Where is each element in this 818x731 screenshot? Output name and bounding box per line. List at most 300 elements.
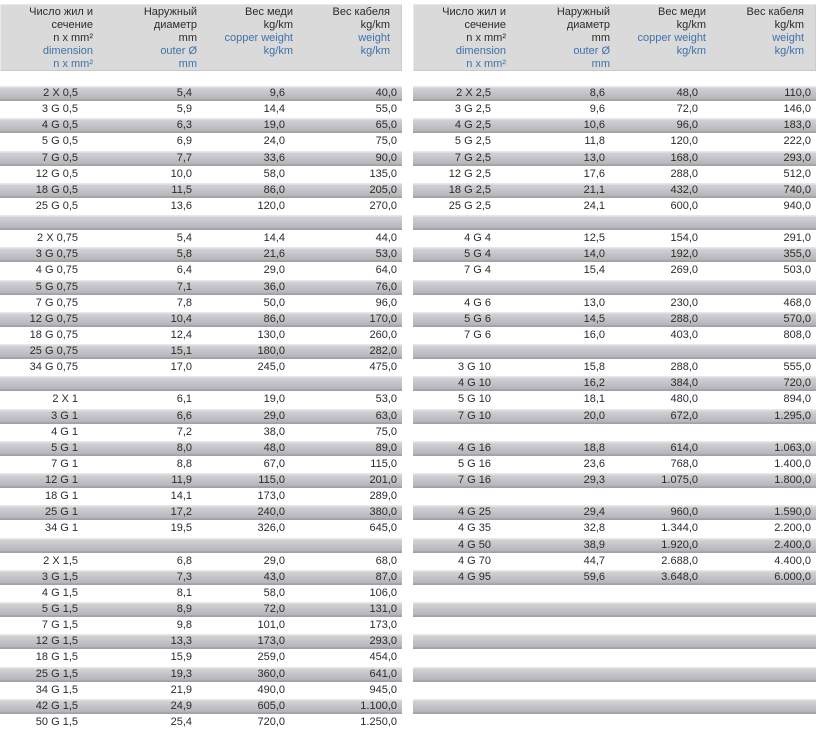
dimension-cell: 18 G 2,5 <box>448 183 491 196</box>
outer-diameter-cell: 6,4 <box>176 264 192 277</box>
outer-diameter-cell: 9,6 <box>589 103 605 116</box>
dimension-cell: 5 G 10 <box>457 393 491 406</box>
table-row <box>0 457 402 473</box>
table-row <box>413 328 816 344</box>
cable-weight-cell: 282,0 <box>369 345 397 357</box>
table-row <box>0 280 402 296</box>
copper-weight-cell: 19,0 <box>263 393 285 406</box>
header-line: dimension <box>42 45 93 58</box>
cable-weight-cell: 570,0 <box>783 312 811 325</box>
outer-diameter-cell: 14,1 <box>170 490 192 503</box>
dimension-cell: 4 G 0,5 <box>41 119 78 132</box>
copper-weight-cell: 120,0 <box>670 135 698 148</box>
table-row <box>413 231 816 247</box>
dimension-cell: 12 G 1,5 <box>35 635 78 648</box>
dimension-cell: 4 G 4 <box>464 232 491 245</box>
copper-weight-cell: 96,0 <box>676 119 698 132</box>
dimension-cell: 7 G 2,5 <box>454 151 491 164</box>
table-row <box>413 102 816 118</box>
header-line: mm <box>178 32 197 45</box>
dimension-cell: 34 G 1,5 <box>35 683 78 696</box>
table-row <box>413 392 816 408</box>
outer-diameter-cell: 13,0 <box>583 151 605 164</box>
cable-weight-cell: 293,0 <box>369 635 397 648</box>
table-row <box>0 634 402 650</box>
cable-weight-cell: 1.250,0 <box>360 715 397 728</box>
outer-diameter-cell: 19,5 <box>170 522 192 535</box>
header-line: n x mm² <box>53 32 93 45</box>
outer-diameter-cell: 59,6 <box>583 570 605 583</box>
outer-diameter-cell: 10,6 <box>583 119 605 132</box>
header-line: weight <box>358 32 390 45</box>
cable-weight-cell: 555,0 <box>783 361 811 374</box>
dimension-cell: 2 X 2,5 <box>456 87 491 99</box>
dimension-cell: 7 G 0,75 <box>35 296 78 309</box>
table-row <box>413 376 816 392</box>
copper-weight-cell: 120,0 <box>257 199 285 212</box>
dimension-cell: 7 G 6 <box>464 328 491 341</box>
cable-weight-cell: 87,0 <box>375 570 397 583</box>
copper-weight-cell: 384,0 <box>670 377 698 390</box>
table-row <box>413 134 816 150</box>
cable-weight-cell: 894,0 <box>783 393 811 406</box>
outer-diameter-cell: 18,1 <box>583 393 605 406</box>
copper-weight-cell: 192,0 <box>670 248 698 261</box>
outer-diameter-cell: 7,2 <box>176 425 192 438</box>
cable-weight-cell: 1.100,0 <box>360 699 397 712</box>
copper-weight-cell: 48,0 <box>676 87 698 99</box>
copper-weight-cell: 36,0 <box>263 280 285 293</box>
table-row <box>0 715 402 731</box>
dimension-cell: 4 G 1 <box>51 425 78 438</box>
outer-diameter-cell: 29,3 <box>583 474 605 486</box>
outer-diameter-cell: 29,4 <box>583 506 605 519</box>
table-body <box>0 86 402 731</box>
outer-diameter-cell: 9,8 <box>176 619 192 632</box>
outer-diameter-cell: 8,0 <box>176 441 192 454</box>
table-row <box>0 699 402 715</box>
header-line: Вес кабеля <box>746 6 804 18</box>
cable-weight-cell: 75,0 <box>375 135 397 148</box>
header-line: Число жил и <box>29 6 93 18</box>
copper-weight-cell: 86,0 <box>263 312 285 325</box>
header-line: Число жил и <box>442 6 506 18</box>
cable-weight-cell: 63,0 <box>375 409 397 422</box>
header-col-outer-diameter <box>513 4 613 71</box>
outer-diameter-cell: 17,0 <box>170 361 192 374</box>
dimension-cell: 3 G 0,5 <box>41 103 78 116</box>
header-col-cable-weight <box>708 4 816 71</box>
cable-weight-cell: 65,0 <box>375 119 397 132</box>
outer-diameter-cell: 5,4 <box>176 87 192 99</box>
outer-diameter-cell: 15,8 <box>583 361 605 374</box>
cable-weight-cell: 740,0 <box>783 183 811 196</box>
dimension-cell: 25 G 2,5 <box>448 199 491 212</box>
cable-weight-cell: 96,0 <box>375 296 397 309</box>
copper-weight-cell: 173,0 <box>257 490 285 503</box>
spacer-row <box>413 699 816 715</box>
dimension-cell: 5 G 2,5 <box>454 135 491 148</box>
dimension-cell: 4 G 50 <box>457 538 491 551</box>
table-row <box>0 392 402 408</box>
cable-weight-cell: 293,0 <box>783 151 811 164</box>
table-row <box>0 102 402 118</box>
table-row <box>413 473 816 489</box>
table-row <box>413 570 816 586</box>
table-row <box>0 409 402 425</box>
table-row <box>413 538 816 554</box>
dimension-cell: 5 G 0,75 <box>35 280 78 293</box>
dimension-cell: 7 G 1 <box>51 457 78 470</box>
copper-weight-cell: 9,6 <box>269 87 285 99</box>
cable-weight-cell: 110,0 <box>784 87 811 99</box>
cable-weight-cell: 40,0 <box>375 87 397 99</box>
copper-weight-cell: 288,0 <box>670 167 698 180</box>
table-row <box>413 441 816 457</box>
copper-weight-cell: 130,0 <box>257 328 285 341</box>
outer-diameter-cell: 24,1 <box>583 199 605 212</box>
dimension-cell: 7 G 1,5 <box>41 619 78 632</box>
copper-weight-cell: 86,0 <box>263 183 285 196</box>
header-line: Вес кабеля <box>332 6 390 18</box>
cable-table-right <box>413 4 816 731</box>
dimension-cell: 7 G 4 <box>464 264 491 277</box>
copper-weight-cell: 432,0 <box>670 183 698 196</box>
table-row <box>0 667 402 683</box>
copper-weight-cell: 269,0 <box>670 264 698 277</box>
cable-weight-cell: 945,0 <box>369 683 397 696</box>
dimension-cell: 25 G 1 <box>44 506 78 519</box>
header-line: outer Ø <box>573 45 610 58</box>
outer-diameter-cell: 10,0 <box>170 167 192 180</box>
header-line: сечение <box>464 19 506 32</box>
table-row <box>413 312 816 328</box>
header-col-outer-diameter <box>100 4 200 71</box>
spacer-row <box>0 376 402 392</box>
copper-weight-cell: 72,0 <box>263 603 285 615</box>
cable-weight-cell: 1.590,0 <box>774 506 811 519</box>
dimension-cell: 2 X 1 <box>52 393 78 406</box>
header-line: weight <box>772 32 804 45</box>
outer-diameter-cell: 44,7 <box>583 554 605 567</box>
copper-weight-cell: 490,0 <box>257 683 285 696</box>
copper-weight-cell: 1.075,0 <box>661 474 698 486</box>
copper-weight-cell: 259,0 <box>257 651 285 664</box>
copper-weight-cell: 960,0 <box>670 506 698 519</box>
cable-weight-cell: 720,0 <box>783 377 811 390</box>
cable-weight-cell: 468,0 <box>783 296 811 309</box>
header-line: kg/km <box>263 45 293 58</box>
copper-weight-cell: 19,0 <box>263 119 285 132</box>
outer-diameter-cell: 17,6 <box>583 167 605 180</box>
copper-weight-cell: 1.344,0 <box>661 522 698 535</box>
cable-weight-cell: 53,0 <box>375 393 397 406</box>
outer-diameter-cell: 6,1 <box>176 393 192 406</box>
header-line: Вес меди <box>244 6 293 18</box>
dimension-cell: 5 G 1 <box>51 441 78 454</box>
table-row <box>0 312 402 328</box>
copper-weight-cell: 614,0 <box>670 441 698 454</box>
cable-weight-cell: 68,0 <box>375 554 397 567</box>
outer-diameter-cell: 12,5 <box>583 232 605 245</box>
copper-weight-cell: 24,0 <box>263 135 285 148</box>
outer-diameter-cell: 15,4 <box>583 264 605 277</box>
cable-weight-cell: 201,0 <box>369 474 397 486</box>
copper-weight-cell: 14,4 <box>263 103 285 116</box>
copper-weight-cell: 168,0 <box>670 151 698 164</box>
header-line: mm <box>591 58 610 71</box>
cable-table-left <box>0 4 402 731</box>
copper-weight-cell: 48,0 <box>263 441 285 454</box>
copper-weight-cell: 29,0 <box>263 264 285 277</box>
table-row <box>413 263 816 279</box>
dimension-cell: 4 G 35 <box>457 522 491 535</box>
dimension-cell: 7 G 10 <box>457 409 491 422</box>
cable-weight-cell: 808,0 <box>783 328 811 341</box>
header-col-copper-weight <box>200 4 295 71</box>
cable-weight-cell: 270,0 <box>369 199 397 212</box>
dimension-cell: 4 G 1,5 <box>41 586 78 599</box>
dimension-cell: 5 G 1,5 <box>41 603 78 615</box>
cable-weight-cell: 1.800,0 <box>774 474 811 486</box>
header-line: mm <box>591 32 610 45</box>
copper-weight-cell: 115,0 <box>258 474 285 486</box>
spacer-row <box>0 538 402 554</box>
outer-diameter-cell: 25,4 <box>170 715 192 728</box>
cable-weight-cell: 44,0 <box>375 232 397 245</box>
header-line: kg/km <box>774 45 804 58</box>
cable-weight-cell: 131,0 <box>369 603 397 615</box>
header-col-dimension <box>413 4 513 71</box>
cable-weight-cell: 90,0 <box>375 151 397 164</box>
cable-weight-cell: 1.400,0 <box>774 457 811 470</box>
header-line: mm <box>178 58 197 71</box>
copper-weight-cell: 29,0 <box>263 409 285 422</box>
dimension-cell: 12 G 0,75 <box>29 312 78 325</box>
copper-weight-cell: 326,0 <box>257 522 285 535</box>
cable-weight-cell: 146,0 <box>783 103 811 116</box>
spacer-row <box>413 618 816 634</box>
header-line: copper weight <box>224 32 293 45</box>
dimension-cell: 5 G 16 <box>457 457 491 470</box>
copper-weight-cell: 21,6 <box>263 248 285 261</box>
outer-diameter-cell: 13,6 <box>170 199 192 212</box>
spacer-row <box>0 215 402 231</box>
spacer-row <box>413 344 816 360</box>
copper-weight-cell: 29,0 <box>263 554 285 567</box>
cable-weight-cell: 512,0 <box>783 167 811 180</box>
spacer-row <box>413 634 816 650</box>
table-row <box>0 586 402 602</box>
cable-weight-cell: 355,0 <box>783 248 811 261</box>
outer-diameter-cell: 5,8 <box>176 248 192 261</box>
cable-weight-cell: 64,0 <box>375 264 397 277</box>
copper-weight-cell: 480,0 <box>670 393 698 406</box>
table-row <box>413 247 816 263</box>
header-line: kg/km <box>360 45 390 58</box>
dimension-cell: 4 G 25 <box>457 506 491 519</box>
dimension-cell: 5 G 4 <box>464 248 491 261</box>
dimension-cell: 18 G 0,5 <box>35 183 78 196</box>
table-row <box>413 409 816 425</box>
dimension-cell: 34 G 0,75 <box>29 361 78 374</box>
copper-weight-cell: 72,0 <box>676 103 698 116</box>
copper-weight-cell: 605,0 <box>257 699 285 712</box>
cable-weight-cell: 75,0 <box>375 425 397 438</box>
table-row <box>0 425 402 441</box>
table-row <box>413 505 816 521</box>
table-row <box>0 473 402 489</box>
copper-weight-cell: 50,0 <box>263 296 285 309</box>
table-row <box>0 231 402 247</box>
copper-weight-cell: 43,0 <box>263 570 285 583</box>
copper-weight-cell: 180,0 <box>257 345 285 357</box>
cable-weight-cell: 641,0 <box>369 667 397 680</box>
cable-weight-cell: 205,0 <box>369 183 397 196</box>
cable-weight-cell: 55,0 <box>375 103 397 116</box>
header-line: kg/km <box>676 19 706 32</box>
outer-diameter-cell: 19,3 <box>170 667 192 680</box>
table-row <box>413 521 816 537</box>
header-line: outer Ø <box>160 45 197 58</box>
copper-weight-cell: 403,0 <box>670 328 698 341</box>
dimension-cell: 4 G 2,5 <box>454 119 491 132</box>
header-line: n x mm² <box>466 58 506 71</box>
header-line: kg/km <box>263 19 293 32</box>
dimension-cell: 12 G 2,5 <box>448 167 491 180</box>
table-row <box>0 151 402 167</box>
cable-weight-cell: 645,0 <box>369 522 397 535</box>
header-line: диаметр <box>153 19 197 32</box>
dimension-cell: 18 G 1,5 <box>35 651 78 664</box>
outer-diameter-cell: 14,0 <box>583 248 605 261</box>
copper-weight-cell: 288,0 <box>670 312 698 325</box>
spacer-row <box>413 215 816 231</box>
spacer-row <box>413 586 816 602</box>
cable-weight-cell: 454,0 <box>369 651 397 664</box>
table-row <box>413 183 816 199</box>
cable-weight-cell: 940,0 <box>783 199 811 212</box>
dimension-cell: 4 G 95 <box>457 570 491 583</box>
table-row <box>0 86 402 102</box>
header-line: kg/km <box>676 45 706 58</box>
outer-diameter-cell: 38,9 <box>583 538 605 551</box>
outer-diameter-cell: 11,8 <box>584 135 605 148</box>
outer-diameter-cell: 7,7 <box>176 151 192 164</box>
dimension-cell: 25 G 0,5 <box>35 199 78 212</box>
table-row <box>0 118 402 134</box>
copper-weight-cell: 288,0 <box>670 361 698 374</box>
table-row <box>413 296 816 312</box>
cable-weight-cell: 115,0 <box>370 457 397 470</box>
header-line: kg/km <box>774 19 804 32</box>
cable-weight-cell: 222,0 <box>783 135 811 148</box>
dimension-cell: 18 G 0,75 <box>29 328 78 341</box>
table-row <box>0 328 402 344</box>
header-line: диаметр <box>566 19 610 32</box>
spacer-row <box>413 602 816 618</box>
table-row <box>0 505 402 521</box>
dimension-cell: 3 G 1 <box>51 409 78 422</box>
dimension-cell: 4 G 0,75 <box>35 264 78 277</box>
spacer-row <box>413 683 816 699</box>
table-row <box>0 618 402 634</box>
outer-diameter-cell: 13,0 <box>583 296 605 309</box>
dimension-cell: 12 G 0,5 <box>35 167 78 180</box>
cable-weight-cell: 4.400,0 <box>774 554 811 567</box>
outer-diameter-cell: 11,9 <box>171 474 192 486</box>
cable-weight-cell: 53,0 <box>375 248 397 261</box>
cable-weight-cell: 289,0 <box>369 490 397 503</box>
dimension-cell: 18 G 1 <box>44 490 78 503</box>
outer-diameter-cell: 21,1 <box>583 183 605 196</box>
table-row <box>413 360 816 376</box>
cable-weight-cell: 170,0 <box>369 312 397 325</box>
outer-diameter-cell: 11,5 <box>171 183 192 196</box>
dimension-cell: 2 X 0,75 <box>37 232 78 245</box>
outer-diameter-cell: 14,5 <box>583 312 605 325</box>
outer-diameter-cell: 6,6 <box>176 409 192 422</box>
table-row <box>0 199 402 215</box>
table-header <box>413 4 816 71</box>
cable-weight-cell: 183,0 <box>783 119 811 132</box>
copper-weight-cell: 672,0 <box>670 409 698 422</box>
table-row <box>0 441 402 457</box>
dimension-cell: 7 G 16 <box>457 474 491 486</box>
cable-weight-cell: 135,0 <box>369 167 397 180</box>
copper-weight-cell: 58,0 <box>263 167 285 180</box>
outer-diameter-cell: 8,6 <box>589 87 605 99</box>
header-line: n x mm² <box>466 32 506 45</box>
copper-weight-cell: 2.688,0 <box>661 554 698 567</box>
cable-weight-cell: 173,0 <box>369 619 397 632</box>
header-line: Наружный <box>556 6 610 18</box>
header-line: Вес меди <box>657 6 706 18</box>
copper-weight-cell: 240,0 <box>257 506 285 519</box>
outer-diameter-cell: 5,9 <box>176 103 192 116</box>
table-row <box>0 263 402 279</box>
dimension-cell: 25 G 0,75 <box>29 345 78 357</box>
outer-diameter-cell: 13,3 <box>170 635 192 648</box>
table-row <box>0 489 402 505</box>
dimension-cell: 2 X 0,5 <box>43 87 78 99</box>
outer-diameter-cell: 20,0 <box>583 409 605 422</box>
table-row <box>0 360 402 376</box>
copper-weight-cell: 1.920,0 <box>661 538 698 551</box>
table-row <box>0 683 402 699</box>
dimension-cell: 5 G 6 <box>464 312 491 325</box>
dimension-cell: 4 G 10 <box>457 377 491 390</box>
copper-weight-cell: 3.648,0 <box>661 570 698 583</box>
dimension-cell: 3 G 0,75 <box>35 248 78 261</box>
copper-weight-cell: 154,0 <box>670 232 698 245</box>
dimension-cell: 3 G 1,5 <box>41 570 78 583</box>
cable-weight-cell: 6.000,0 <box>774 570 811 583</box>
header-col-copper-weight <box>613 4 708 71</box>
dimension-cell: 3 G 2,5 <box>454 103 491 116</box>
cable-weight-cell: 2.200,0 <box>774 522 811 535</box>
outer-diameter-cell: 16,0 <box>583 328 605 341</box>
dimension-cell: 4 G 6 <box>464 296 491 309</box>
header-line: Наружный <box>143 6 197 18</box>
copper-weight-cell: 768,0 <box>670 457 698 470</box>
outer-diameter-cell: 12,4 <box>170 328 192 341</box>
copper-weight-cell: 600,0 <box>670 199 698 212</box>
copper-weight-cell: 58,0 <box>263 586 285 599</box>
header-line: copper weight <box>637 32 706 45</box>
outer-diameter-cell: 32,8 <box>583 522 605 535</box>
cable-weight-cell: 475,0 <box>369 361 397 374</box>
